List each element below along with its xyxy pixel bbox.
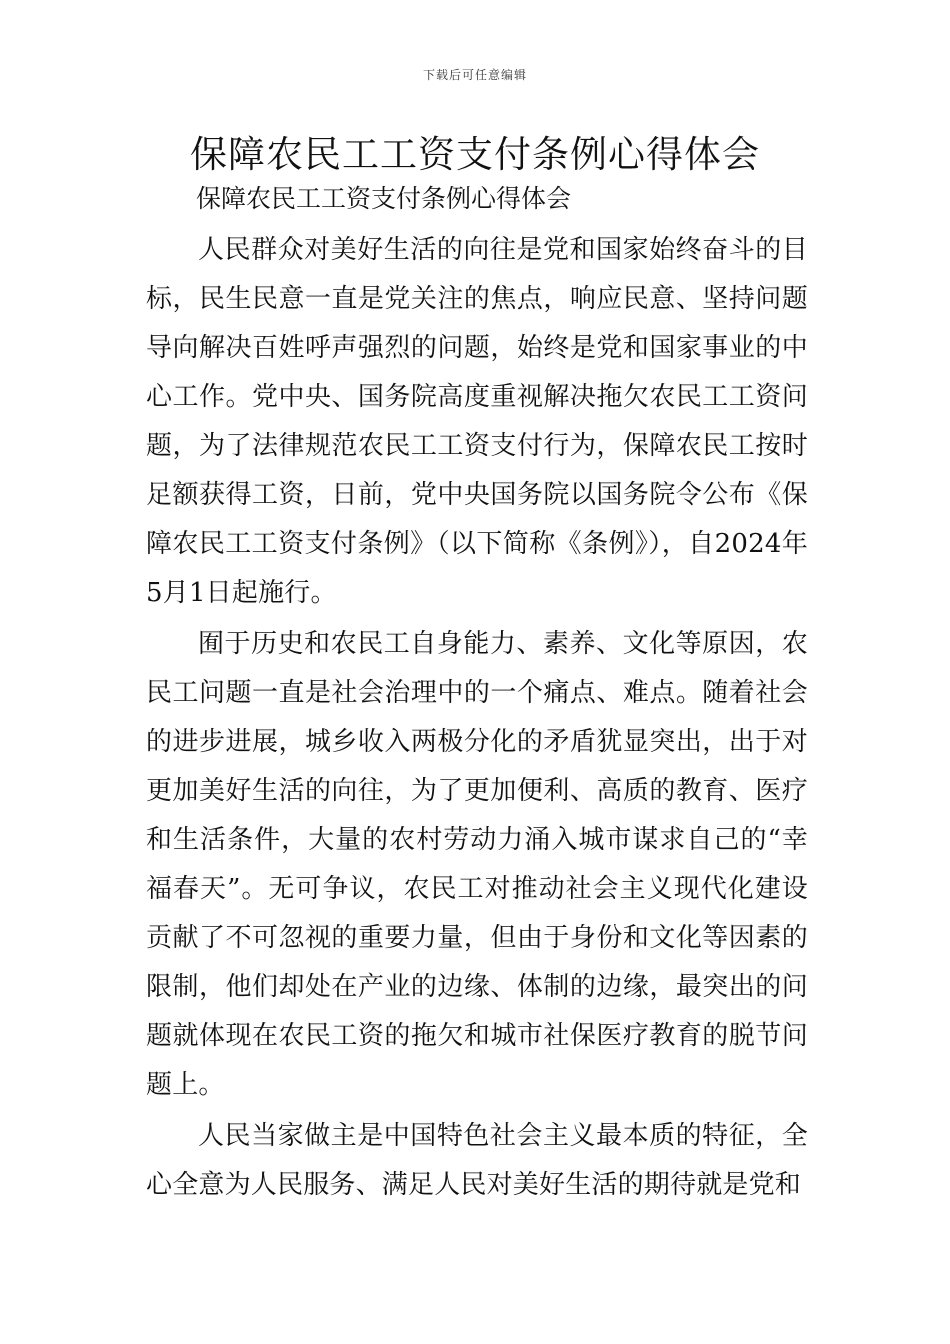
header-note: 下载后可任意编辑	[422, 68, 527, 82]
paragraph-2: 囿于历史和农民工自身能力、素养、文化等原因，农民工问题一直是社会治理中的一个痛点、难点。随着社会的进步进展，城乡收入两极分化的矛盾犹显突出，出于对更加美好生活的向往，为了更加便利、高质的教育、医疗和生活条件，大量的农村劳动力涌入城市谋求自己的“幸福春天”。无可争议，农民工对推动社会主义现代化建设贡献了不可忽视的重要力量，但由于身份和文化等因素的限制，他们却处在产业的边缘、体制的边缘，最突出的问题就体现在农民工资的拖欠和城市社保医疗教育的脱节问题上。	[146, 629, 808, 1100]
paragraph-1: 人民群众对美好生活的向往是党和国家始终奋斗的目标，民生民意一直是党关注的焦点，响应民意、坚持问题导向解决百姓呼声强烈的问题，始终是党和国家事业的中心工作。党中央、国务院高度重视解决拖欠农民工工资问题，为了法律规范农民工工资支付行为，保障农民工按时足额获得工资，日前，党中央国务院以国务院令公布《保障农民工工资支付条例》（以下简称《条例》），自2024年5月1日起施行。	[146, 235, 808, 608]
paragraph-3: 人民当家做主是中国特色社会主义最本质的特征，全心全意为人民服务、满足人民对美好生活的期待就是党和	[146, 1121, 808, 1200]
document-subtitle: 保障农民工工资支付条例心得体会	[196, 184, 572, 213]
document-body	[146, 226, 808, 1210]
document-title: 保障农民工工资支付条例心得体会	[190, 133, 760, 176]
